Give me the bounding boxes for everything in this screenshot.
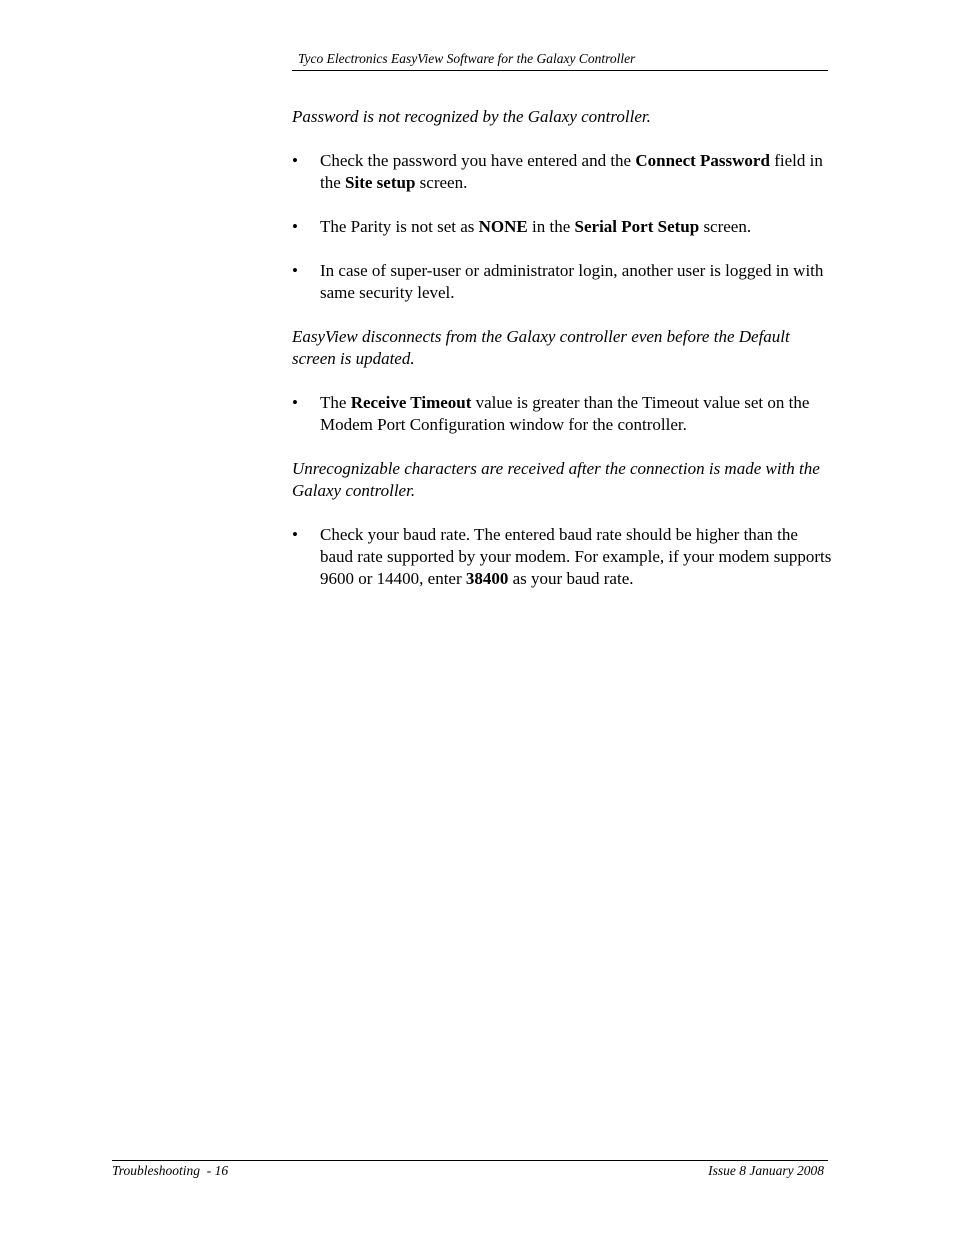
header-title: Tyco Electronics EasyView Software for the Galaxy Controller (298, 51, 636, 66)
bullet-item: • In case of super-user or administrator login, another user is logged in with same security level. (292, 261, 824, 302)
bullet-item: • The Receive Timeout value is greater than the Timeout value set on the Modem Port Configuration window for the controller. (292, 393, 810, 434)
issue-heading: Unrecognizable characters are received after the connection is made with the Galaxy controller. (292, 459, 820, 500)
bullet-marker: • (292, 261, 298, 280)
issue-heading: EasyView disconnects from the Galaxy controller even before the Default screen is updated. (292, 327, 790, 368)
bullet-marker: • (292, 393, 298, 412)
bullet-marker: • (292, 217, 298, 236)
bullet-marker: • (292, 151, 298, 170)
footer-section: Troubleshooting - 16 (112, 1163, 229, 1178)
bullet-item: • The Parity is not set as NONE in the Serial Port Setup screen. (292, 217, 752, 236)
bullet-item: • Check your baud rate. The entered baud rate should be higher than the baud rate supported by your modem. For example, if your modem supports 9600 or 14400, enter 38400 as your baud rate. (292, 525, 832, 588)
page-header (292, 51, 828, 71)
bullet-marker: • (292, 525, 298, 544)
page-footer (112, 1160, 828, 1179)
bullet-item: • Check the password you have entered and the Connect Password field in the Site setup screen. (292, 151, 823, 192)
main-content (292, 106, 832, 612)
footer-issue: Issue 8 January 2008 (708, 1163, 824, 1178)
issue-heading: Password is not recognized by the Galaxy controller. (292, 107, 651, 126)
